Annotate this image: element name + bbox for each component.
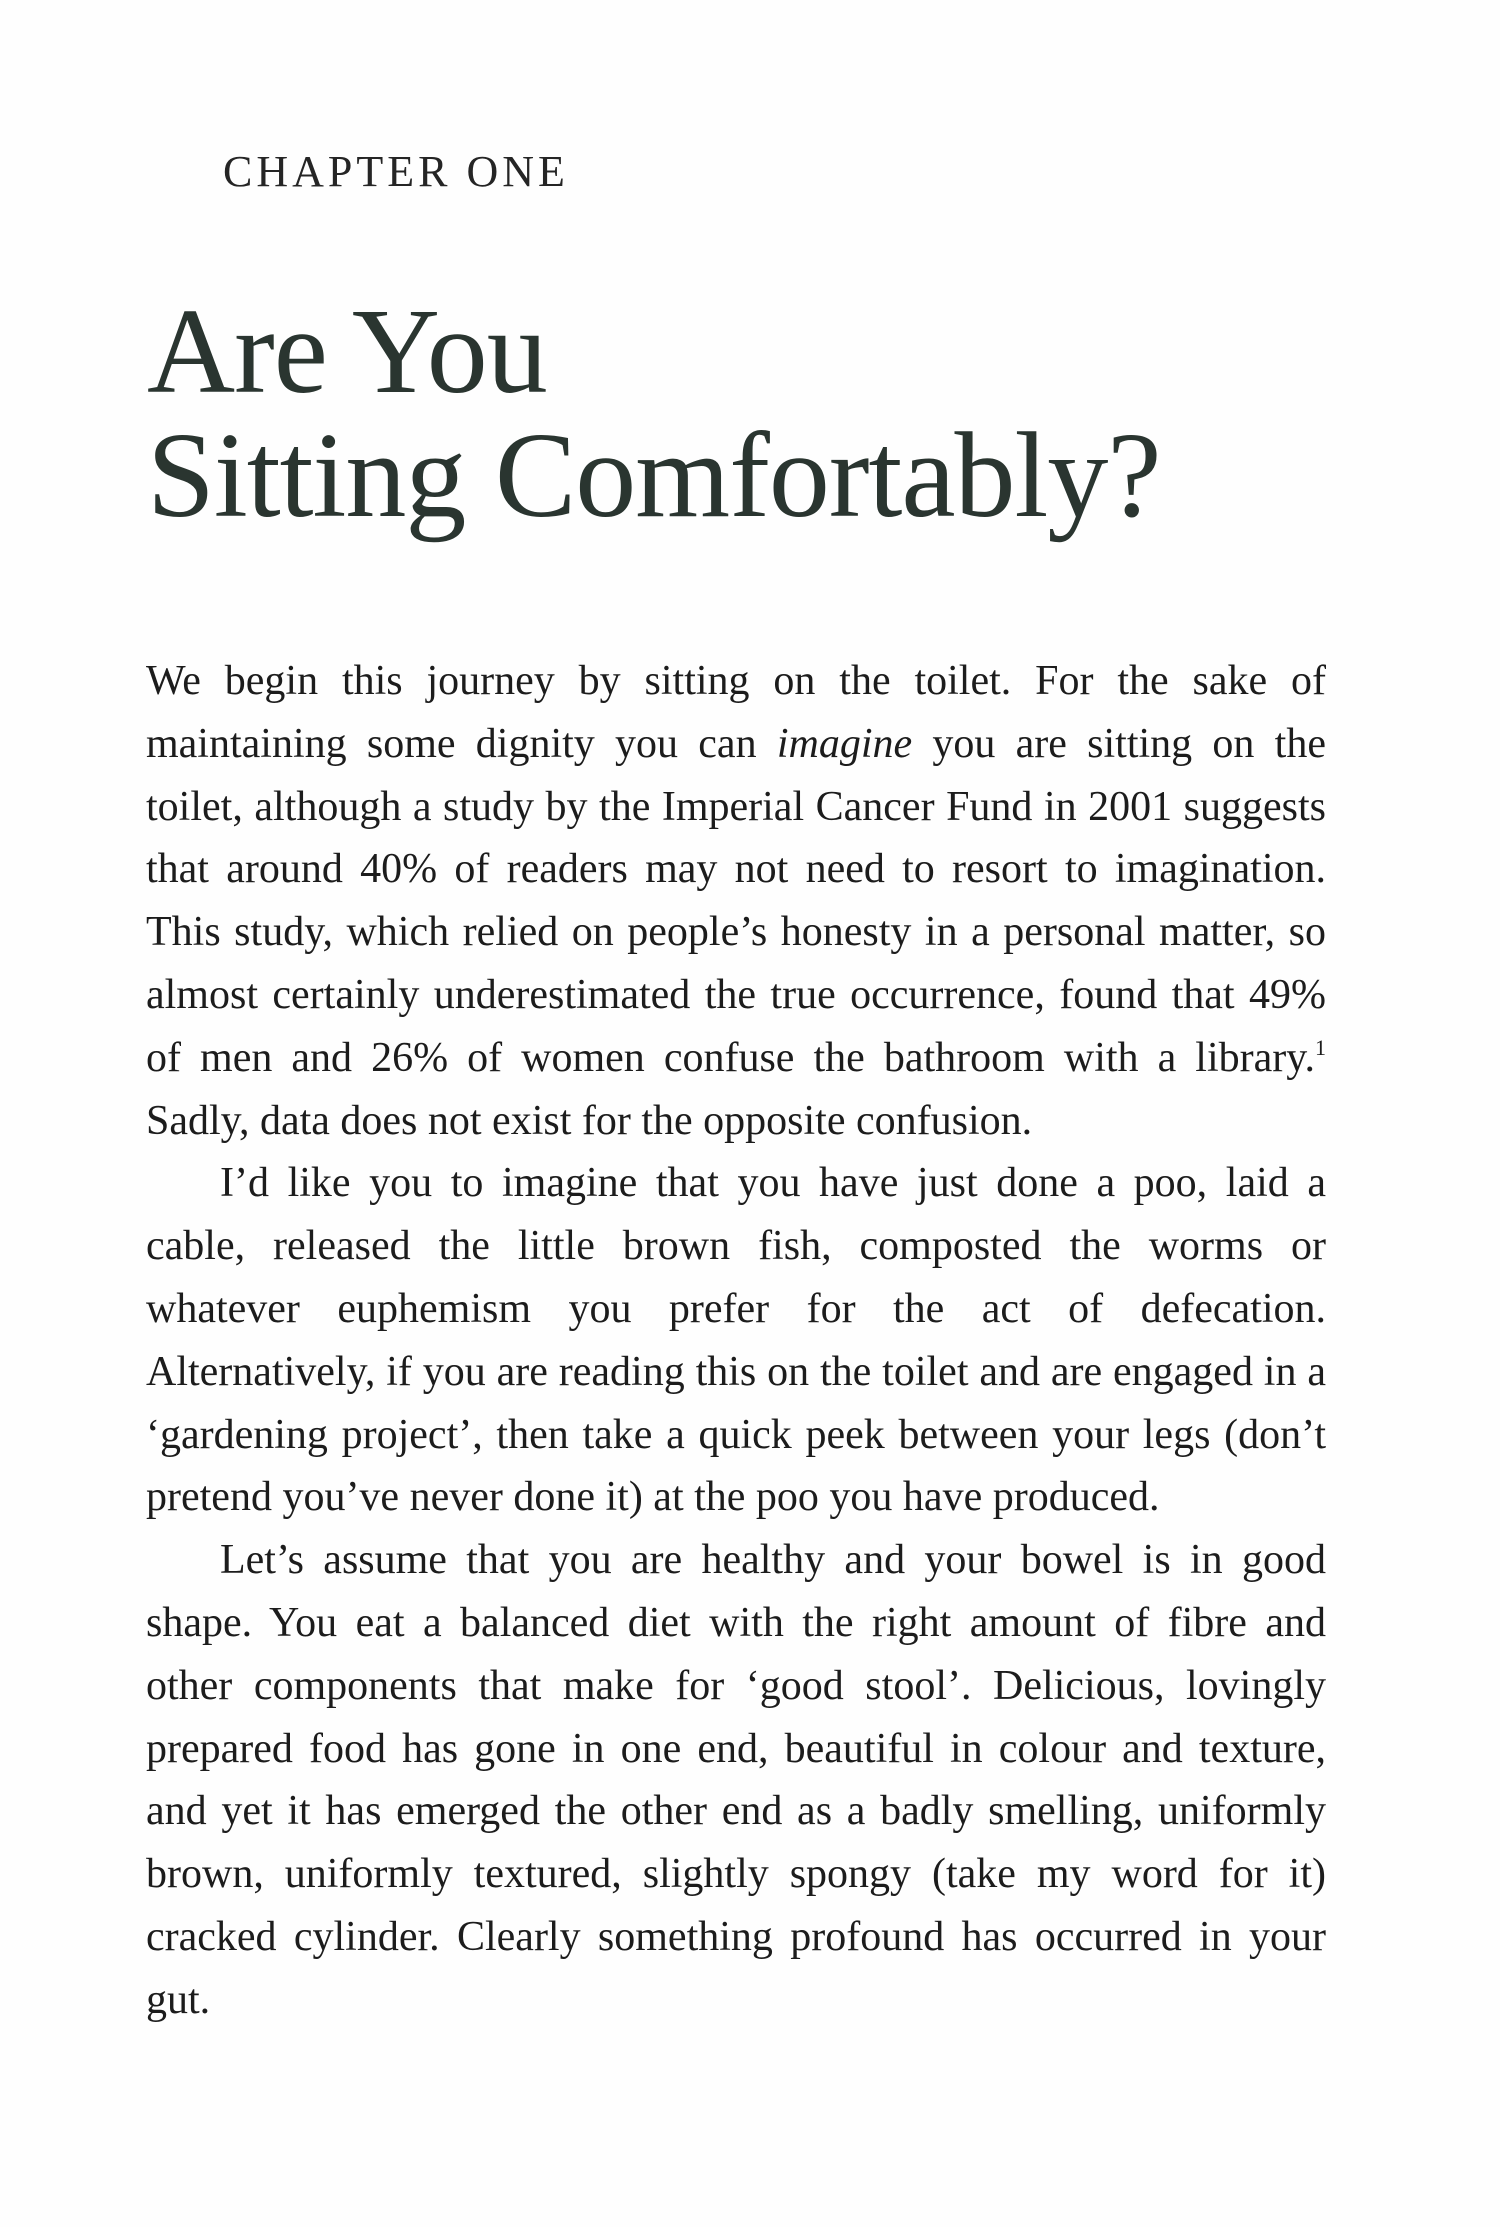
paragraph-3: Let’s assume that you are healthy and your bowel is in good shape. You eat a balanced diet with the right amount of fibre and other components that make for ‘good stool’. Delicious, lovingly prepared food has gone in one end, beautiful in colour and texture, and yet it has emerged the other end as a badly smelling, uniformly brown, uniformly textured, slightly spongy (take my word for it) cracked cylinder. Clearly something profound has occurred in your gut. [146, 1537, 1326, 2023]
paragraph-1-text-c: Sadly, data does not exist for the opposite confusion. [146, 1097, 1033, 1144]
emphasis-imagine: imagine [776, 720, 913, 767]
chapter-label: CHAPTER ONE [223, 147, 569, 196]
paragraph-1 [146, 650, 1326, 1152]
paragraph-1-text-a: We begin this journey by sitting on the toilet. For the sake of maintaining some dignity you can [146, 658, 1326, 767]
chapter-title-line-2: Sitting Comfortably? [147, 408, 1161, 543]
paragraph-1-text-b: you are sitting on the toilet, although a study by the Imperial Cancer Fund in 2001 suggests that around 40% of readers may not need to resort to imagination. This study, which relied on people’s honesty in a personal matter, so almost certainly underestimated the true occurrence, found that 49% of men and 26% of women confuse the bathroom with a library. [146, 720, 1326, 1081]
chapter-title-line-1: Are You [147, 284, 547, 419]
paragraph-2: I’d like you to imagine that you have just done a poo, laid a cable, released the little brown fish, composted the worms or whatever euphemism you prefer for the act of defecation. Alternatively, if you are reading this on the toilet and are engaged in a ‘gardening project’, then take a quick peek between your legs (don’t pretend you’ve never done it) at the poo you have produced. [146, 1160, 1326, 1521]
body-text [146, 650, 1326, 2032]
footnote-marker[interactable]: 1 [1315, 1034, 1326, 1060]
chapter-title [147, 284, 1161, 543]
